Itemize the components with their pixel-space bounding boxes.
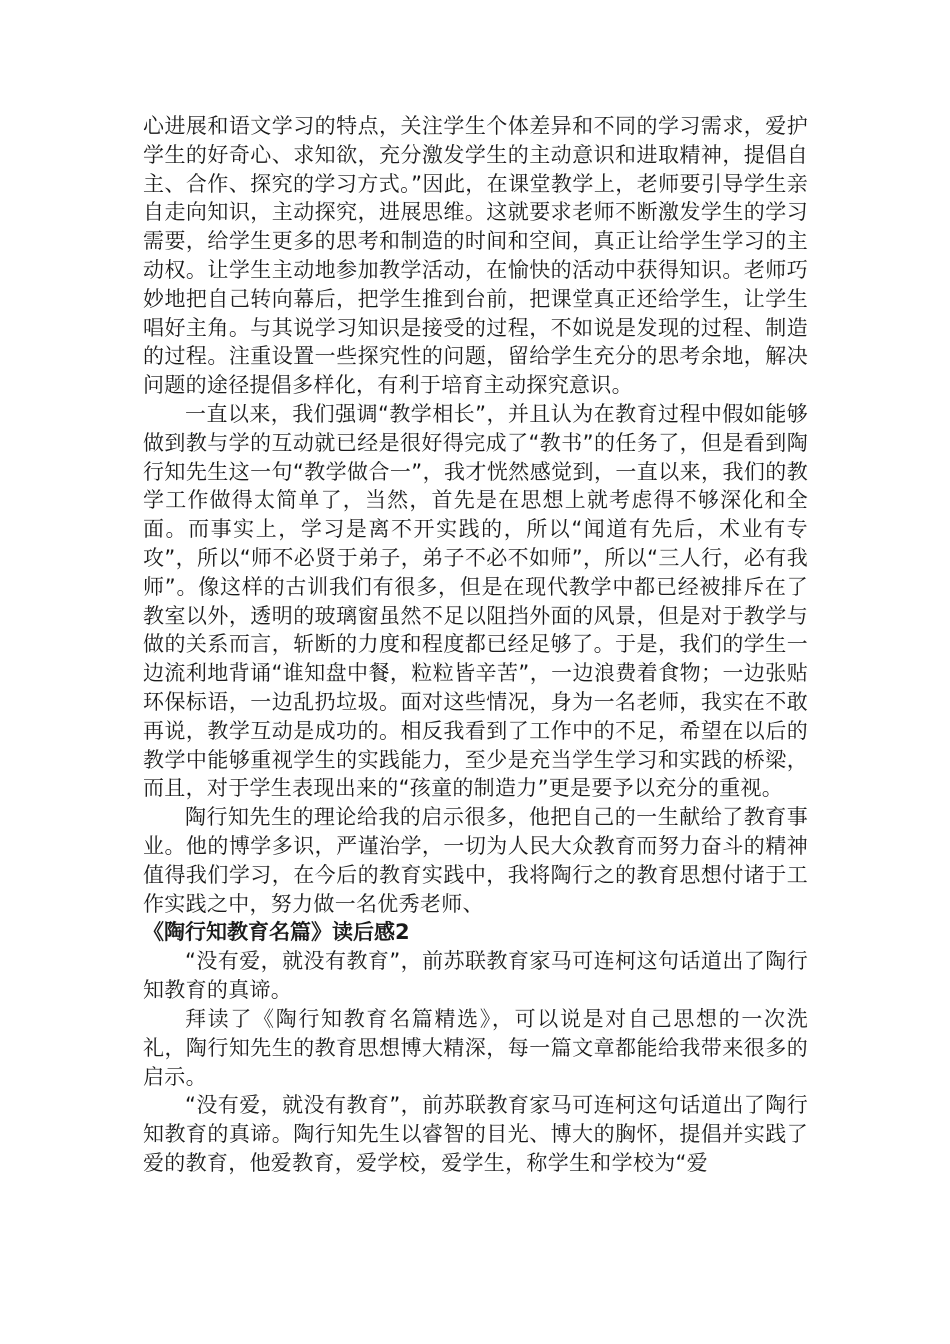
section-heading: 《陶行知教育名篇》读后感2 — [143, 920, 410, 945]
paragraph-2: 一直以来，我们强调“教学相长”，并且认为在教育过程中假如能够做到教与学的互动就已经是很好得完成了“教书”的任务了，但是看到陶行知先生这一句“教学做合一”，我才恍然感觉到，一直以来，我们的教学工作做得太简单了，当然，首先是在思想上就考虑得不够深化和全面。而事实上，学习是离不开实践的，所以“闻道有先后，术业有专攻”，所以“师不必贤于弟子，弟子不必不如师”，所以“三人行，必有我师”。像这样的古训我们有很多，但是在现代教学中都已经被排斥在了教室以外，透明的玻璃窗虽然不足以阻挡外面的风景，但是对于教学与做的关系而言，斩断的力度和程度都已经足够了。于是，我们的学生一边流利地背诵“谁知盘中餐，粒粒皆辛苦”，一边浪费着食物；一边张贴环保标语，一边乱扔垃圾。面对这些情况，身为一名老师，我实在不敢再说，教学互动是成功的。相反我看到了工作中的不足，希望在以后的教学中能够重视学生的实践能力，至少是充当学生学习和实践的桥梁，而且，对于学生表现出来的“孩童的制造力”更是要予以充分的重视。 — [143, 401, 808, 801]
document-page — [143, 112, 808, 1178]
paragraph-6: “没有爱，就没有教育”，前苏联教育家马可连柯这句话道出了陶行知教育的真谛。陶行知先生以睿智的目光、博大的胸怀，提倡并实践了爱的教育，他爱教育，爱学校，爱学生，称学生和学校为“爱 — [143, 1093, 808, 1175]
paragraph-5: 拜读了《陶行知教育名篇精选》，可以说是对自己思想的一次洗礼，陶行知先生的教育思想博大精深，每一篇文章都能给我带来很多的启示。 — [143, 1006, 808, 1089]
paragraph-1: 心进展和语文学习的特点，关注学生个体差异和不同的学习需求，爱护学生的好奇心、求知欲，充分激发学生的主动意识和进取精神，提倡自主、合作、探究的学习方式。”因此，在课堂教学上，老师要引导学生亲自走向知识，主动探究，进展思维。这就要求老师不断激发学生的学习需要，给学生更多的思考和制造的时间和空间，真正让给学生学习的主动权。让学生主动地参加教学活动，在愉快的活动中获得知识。老师巧妙地把自己转向幕后，把学生推到台前，把课堂真正还给学生，让学生唱好主角。与其说学习知识是接受的过程，不如说是发现的过程、制造的过程。注重设置一些探究性的问题，留给学生充分的思考余地，解决问题的途径提倡多样化，有利于培育主动探究意识。 — [143, 114, 808, 398]
paragraph-4: “没有爱，就没有教育”，前苏联教育家马可连柯这句话道出了陶行知教育的真谛。 — [143, 949, 808, 1003]
paragraph-3: 陶行知先生的理论给我的启示很多，他把自己的一生献给了教育事业。他的博学多识，严谨治学，一切为人民大众教育而努力奋斗的精神值得我们学习，在今后的教育实践中，我将陶行之的教育思想付诸于工作实践之中，努力做一名优秀老师、 — [143, 805, 808, 916]
